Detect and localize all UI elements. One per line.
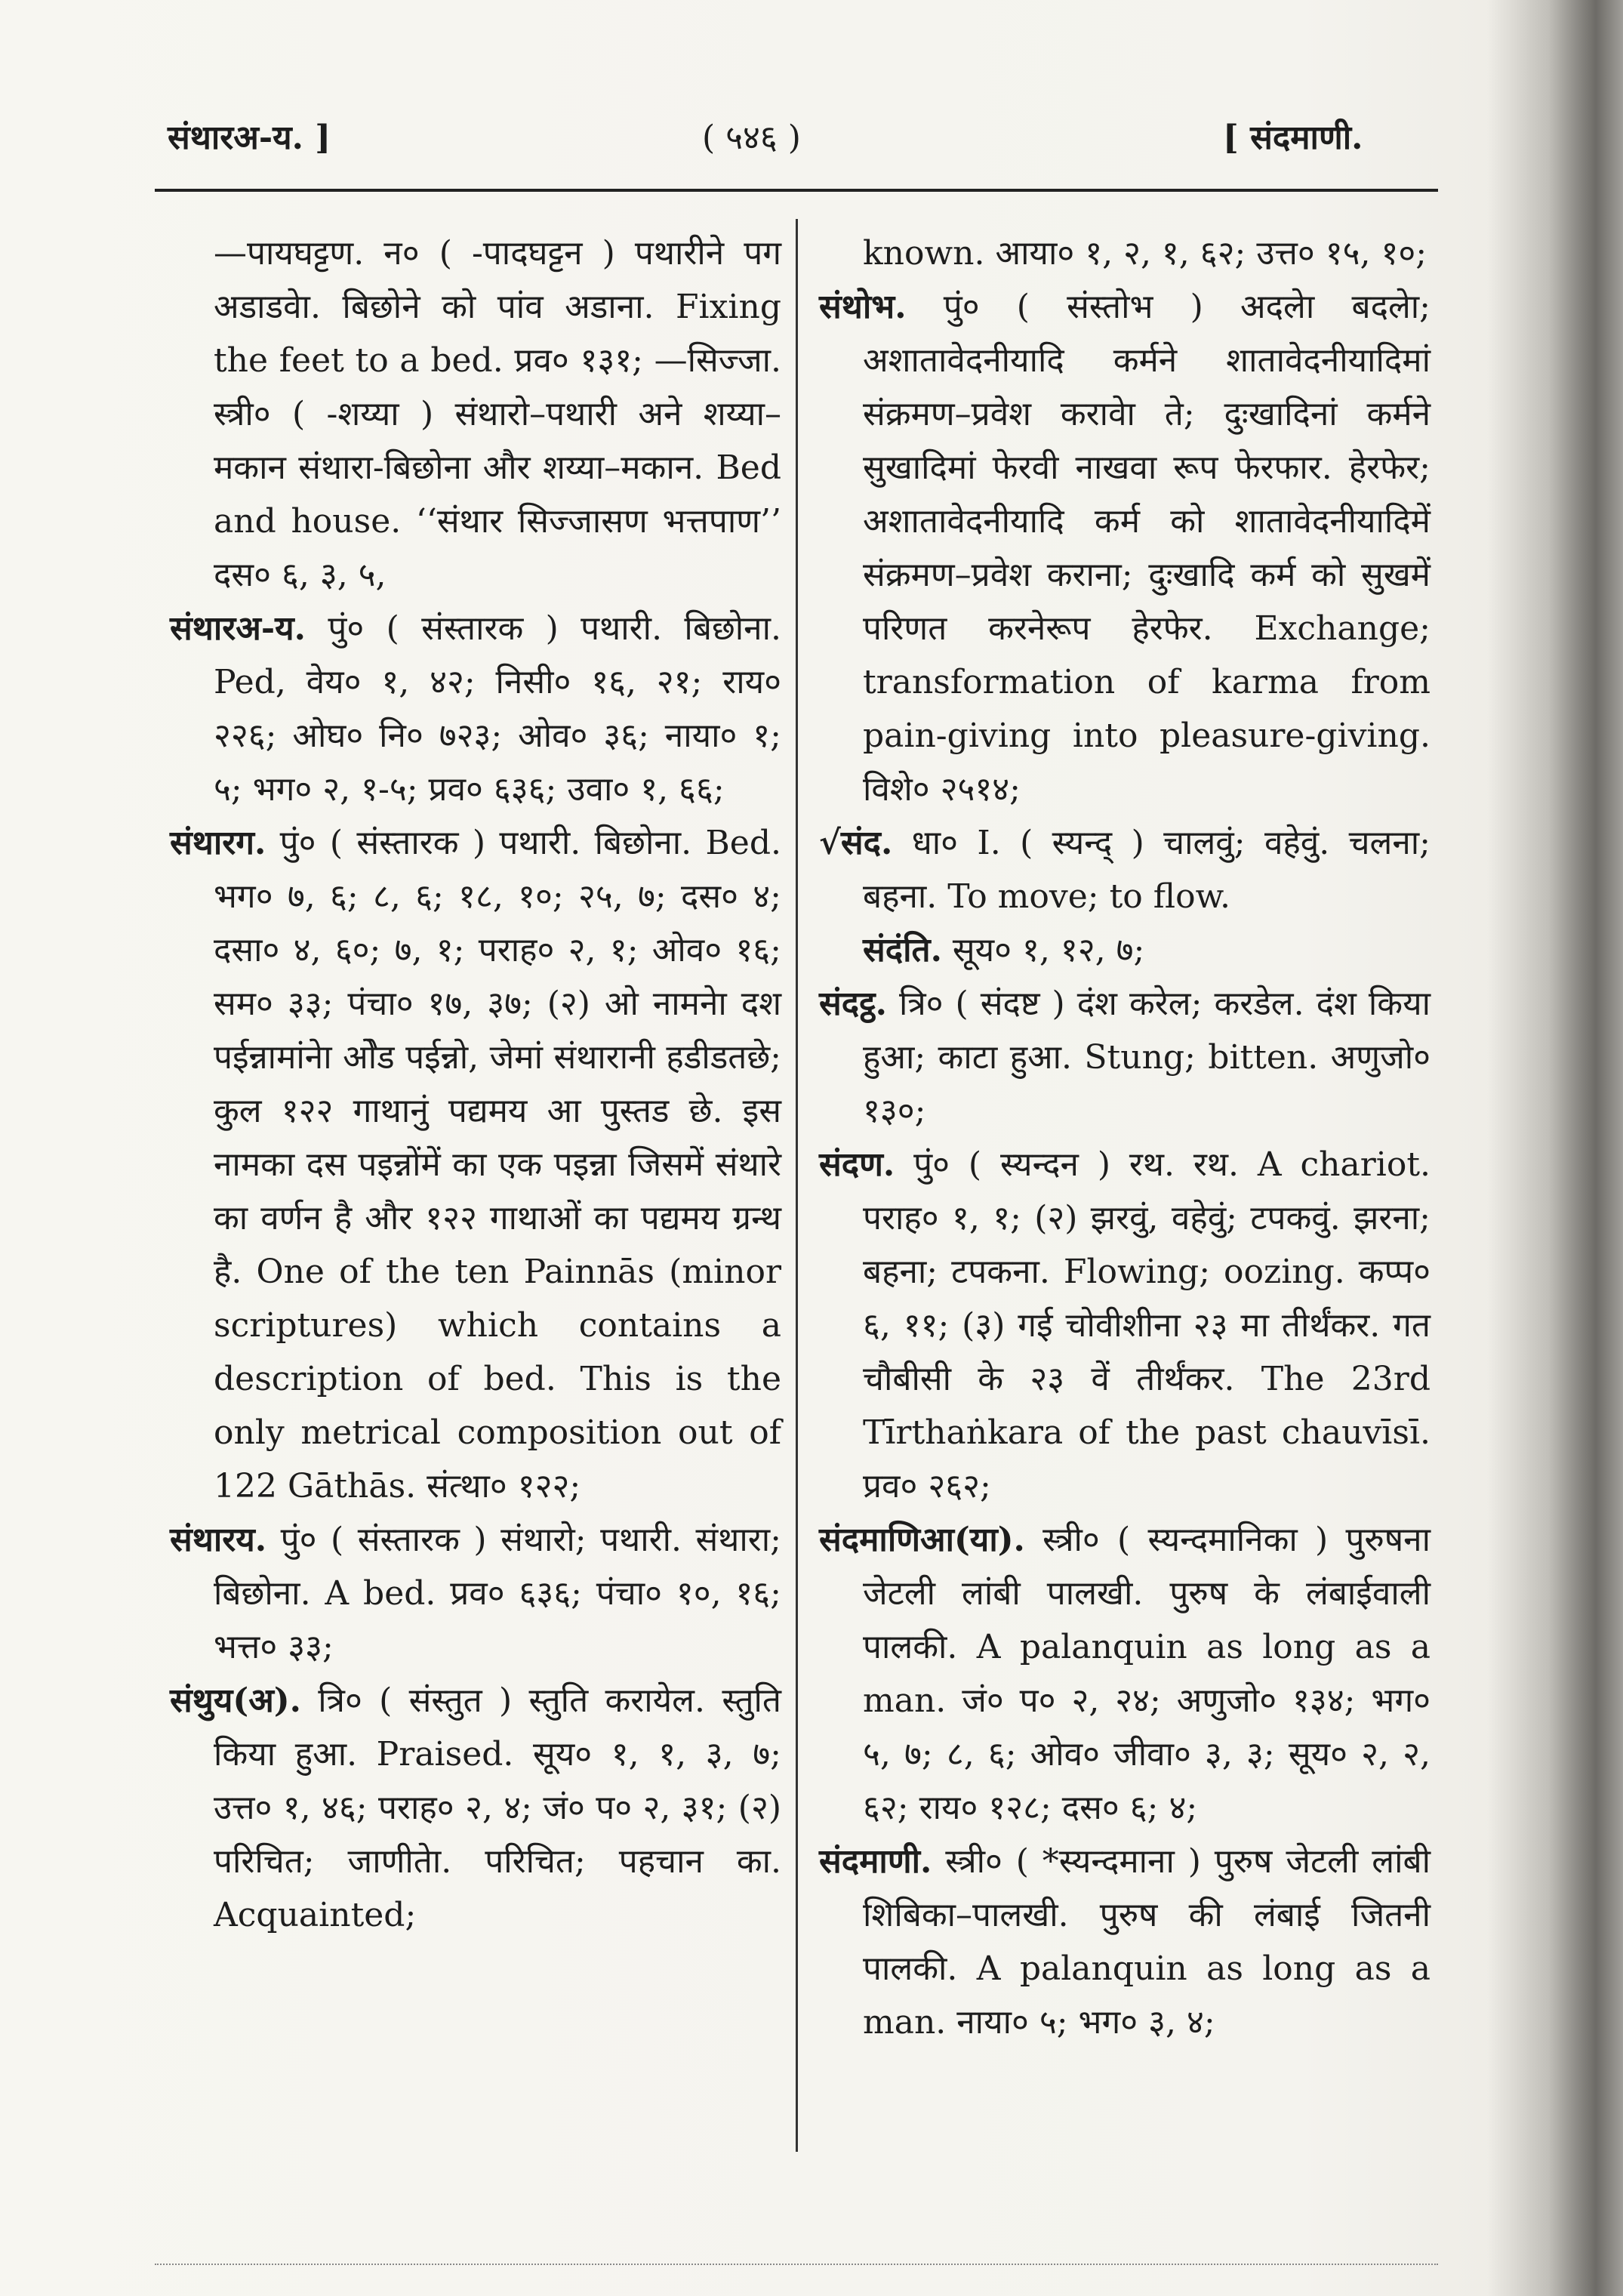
dictionary-entry bbox=[819, 1835, 1431, 2049]
running-head-left: संथारअ-य. ] bbox=[168, 119, 331, 157]
right-column bbox=[819, 227, 1431, 2049]
entry-text: स्त्री० ( स्यन्दमानिका ) पुरुषना जेटली लांबी पालखी. पुरुष के लंबाईवाली पालकी. A palanquin as long as a man. जं० प० २, २४; अणुजो० १३४; भग० ५, ७; ८, ६; ओव० जीवा० ३, ३; सूय० २, २, ६२; राय० १२८; दस० ६; ४; bbox=[863, 1521, 1431, 1827]
entry-headword: संथारय. bbox=[170, 1521, 267, 1559]
entry-headword: संदमाणी. bbox=[819, 1842, 932, 1881]
dictionary-entry bbox=[170, 602, 781, 816]
dictionary-entry bbox=[819, 280, 1431, 816]
entry-text: पुं० ( संस्तारक ) पथारी. बिछोना. Ped, वेय० १, ४२; निसी० १६, २१; राय० २२६; ओघ० नि० ७२३; ओव० ३६; नाया० १; ५; भग० २, १-५; प्रव० ६३६; उवा० १, ६६; bbox=[214, 609, 781, 809]
entry-text: त्रि० ( संदष्ट ) दंश करेल; करडेल. दंश किया हुआ; काटा हुआ. Stung; bitten. अणुजो० १३०; bbox=[863, 985, 1431, 1130]
page-bottom-edge bbox=[155, 2264, 1438, 2266]
dictionary-entry bbox=[170, 816, 781, 1513]
entry-headword: संथोभ. bbox=[819, 288, 907, 326]
entry-headword: संदंति. bbox=[863, 931, 942, 969]
entry-headword: √संद. bbox=[819, 824, 893, 862]
entry-headword: संथारग. bbox=[170, 824, 266, 862]
entry-text: त्रि० ( संस्तुत ) स्तुति करायेल. स्तुति किया हुआ. Praised. सूय० १, १, ३, ७; उत्त० १, ४६; पराह० २, ४; जं० प० २, ३१; (२) परिचित; जाणीतेा. परिचित; पहचान का. Acquainted; bbox=[214, 1681, 781, 1934]
entry-text: धा० I. ( स्यन्द् ) चालवुं; वहेवुं. चलना; बहना. To move; to flow. bbox=[863, 824, 1431, 916]
dictionary-entry bbox=[170, 227, 781, 602]
left-column bbox=[170, 227, 781, 1942]
entry-text: known. आया० १, २, १, ६२; उत्त० १५, १०; bbox=[863, 234, 1427, 273]
dictionary-entry bbox=[819, 1513, 1431, 1835]
entry-headword: संदट्ठ. bbox=[819, 985, 887, 1023]
running-head-right: [ संदमाणी. bbox=[1223, 119, 1363, 157]
dictionary-entry bbox=[819, 977, 1431, 1138]
column-divider bbox=[796, 219, 798, 2152]
entry-headword: संथारअ-य. bbox=[170, 609, 306, 648]
entry-text: पुं० ( संस्तारक ) संथारो; पथारी. संथारा; बिछोना. A bed. प्रव० ६३६; पंचा० १०, १६; भत्त० ३३; bbox=[214, 1521, 781, 1666]
entry-text: स्त्री० ( *स्यन्दमाना ) पुरुष जेटली लांबी शिबिका–पालखी. पुरुष की लंबाई जितनी पालकी. A palanquin as long as a man. नाया० ५; भग० ३, ४; bbox=[863, 1842, 1431, 2042]
entry-text: पुं० ( स्यन्दन ) रथ. रथ. A chariot. पराह० १, १; (२) झरवुं, वहेवुं; टपकवुं. झरना; बहना; टपकना. Flowing; oozing. कप्प० ६, ११; (३) गई चोवीशीना २३ मा तीर्थंकर. गत चौबीसी के २३ वें तीर्थंकर. The 23rd Tīrthaṅkara of the past chauvīsī. प्रव० २६२; bbox=[863, 1145, 1431, 1505]
dictionary-entry bbox=[170, 1674, 781, 1942]
page-edge-shadow bbox=[1487, 0, 1623, 2296]
entry-text: पुं० ( संस्तोभ ) अदलेा बदलेा; अशातावेदनीयादि कर्मने शातावेदनीयादिमां संक्रमण–प्रवेश करावेा ते; दुःखादिनां कर्मने सुखादिमां फेरवी नाखवा रूप फेरफार. हेरफेर; अशातावेदनीयादि कर्म को शातावेदनीयादिमें संक्रमण–प्रवेश कराना; दुःखादि कर्म को सुखमें परिणत करनेरूप हेरफेर. Exchange; transformation of karma from pain-giving into pleasure-giving. विशे० २५१४; bbox=[863, 288, 1431, 809]
dictionary-subentry bbox=[819, 923, 1431, 977]
dictionary-entry bbox=[819, 816, 1431, 923]
entry-text: पुं० ( संस्तारक ) पथारी. बिछोना. Bed. भग० ७, ६; ८, ६; १८, १०; २५, ७; दस० ४; दसा० ४, ६०; ७, १; पराह० २, १; ओव० १६; सम० ३३; पंचा० १७, ३७; (२) ओ नामनेा दश पईन्नामांनेा ओेड पईन्नो, जेमां संथारानी हडीडतछे; कुल १२२ गाथानुं पद्यमय आ पुस्तड छे. इस नामका दस पइन्नोंमें का एक पइन्ना जिसमें संथारे का वर्णन है और १२२ गाथाओं का पद्यमय ग्रन्थ है. One of the ten Painnās (minor scriptures) which contains a description of bed. This is the only metrical composition out of 122 Gāthās. संत्था० १२२; bbox=[214, 824, 781, 1505]
entry-headword: संदमाणिआ(या). bbox=[819, 1521, 1025, 1559]
dictionary-entry bbox=[819, 227, 1431, 280]
entry-text: सूय० १, १२, ७; bbox=[941, 931, 1145, 969]
dictionary-entry bbox=[819, 1138, 1431, 1513]
dictionary-entry bbox=[170, 1513, 781, 1674]
entry-text: —पायघट्टण. न० ( -पादघट्टन ) पथारीने पग अडाडवेा. बिछोने को पांव अडाना. Fixing the feet to a bed. प्रव० १३१; —सिज्जा. स्त्री० ( -शय्या ) संथारो–पथारी अने शय्या–मकान संथारा-बिछोना और शय्या–मकान. Bed and house. ‘‘संथार सिज्जासण भत्तपाण’’ दस० ६, ३, ५, bbox=[214, 234, 781, 594]
entry-headword: संथुय(अ). bbox=[170, 1681, 301, 1720]
entry-headword: संदण. bbox=[819, 1145, 895, 1184]
header-rule bbox=[155, 189, 1438, 192]
page-number: ( ५४६ ) bbox=[702, 119, 801, 157]
